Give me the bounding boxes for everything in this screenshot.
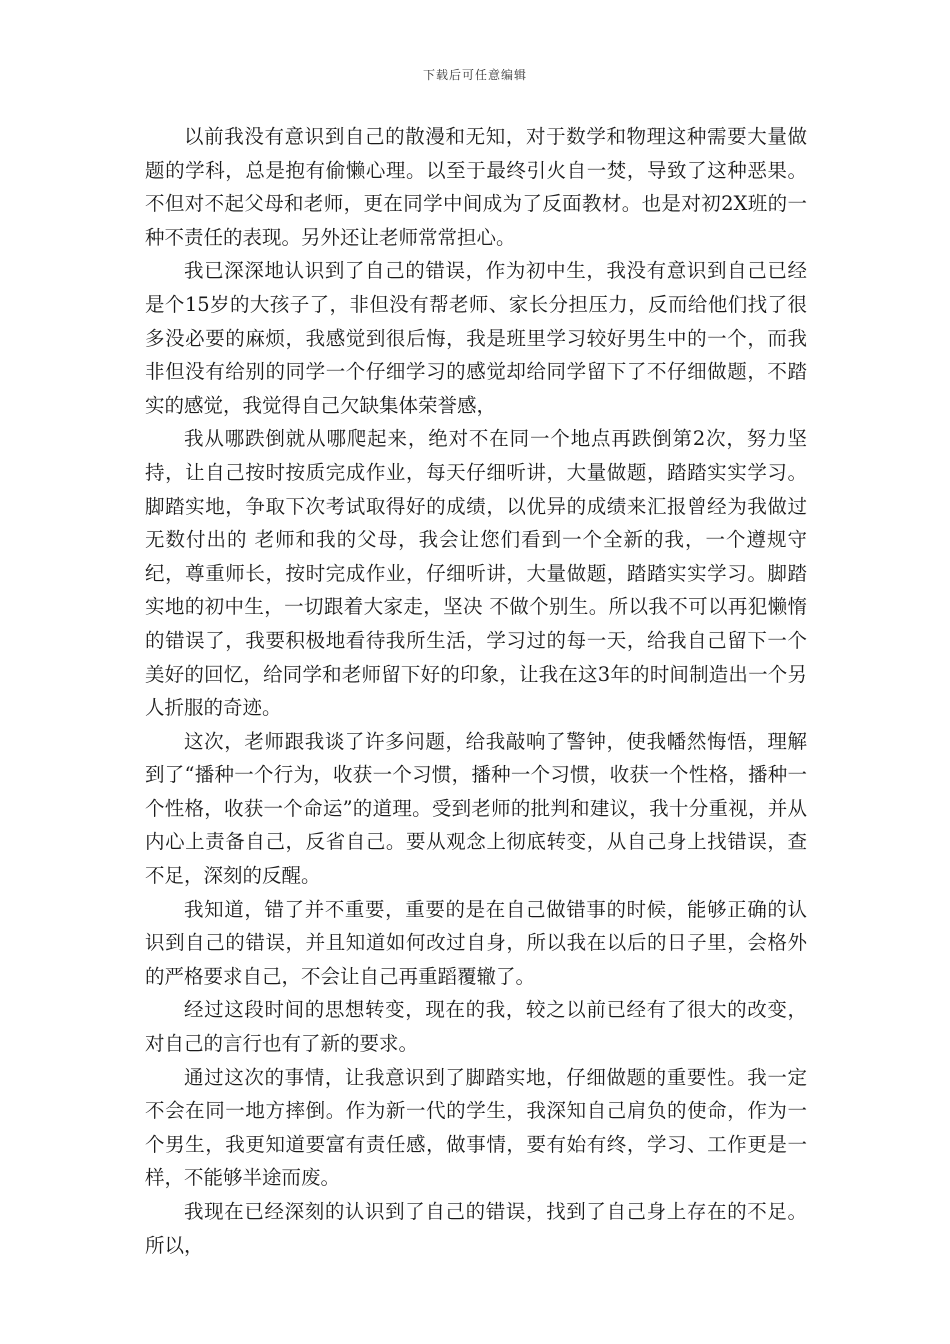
page-header: 下载后可任意编辑 — [422, 68, 527, 82]
document-body — [145, 120, 807, 1262]
paragraph: 经过这段时间的思想转变，现在的我，较之以前已经有了很大的改变，对自己的言行也有了新的要求。 — [145, 998, 807, 1056]
paragraph: 以前我没有意识到自己的散漫和无知，对于数学和物理这种需要大量做题的学科，总是抱有偷懒心理。以至于最终引火自一焚，导致了这种恶果。不但对不起父母和老师，更在同学中间成为了反面教材。也是对初2X班的一种不责任的表现。另外还让老师常常担心。 — [145, 125, 807, 249]
paragraph: 我知道，错了并不重要，重要的是在自己做错事的时候，能够正确的认识到自己的错误，并且知道如何改过自身，所以我在以后的日子里，会格外的严格要求自己，不会让自己再重蹈覆辙了。 — [145, 897, 807, 988]
paragraph: 我从哪跌倒就从哪爬起来，绝对不在同一个地点再跌倒第2次，努力坚持，让自己按时按质完成作业，每天仔细听讲，大量做题，踏踏实实学习。脚踏实地，争取下次考试取得好的成绩，以优异的成绩来汇报曾经为我做过无数付出的 老师和我的父母，我会让您们看到一个全新的我，一个遵规守纪，尊重师长，按时完成作业，仔细听讲，大量做题，踏踏实实学习。脚踏实地的初中生，一切跟着大家走，坚决 不做个别生。所以我不可以再犯懒惰的错误了，我要积极地看待我所生活，学习过的每一天，给我自己留下一个美好的回忆，给同学和老师留下好的印象，让我在这3年的时间制造出一个另人折服的奇迹。 — [145, 427, 807, 720]
paragraph: 通过这次的事情，让我意识到了脚踏实地，仔细做题的重要性。我一定不会在同一地方摔倒。作为新一代的学生，我深知自己肩负的使命，作为一个男生，我更知道要富有责任感，做事情，要有始有终，学习、工作更是一样，不能够半途而废。 — [145, 1065, 807, 1190]
paragraph: 我已深深地认识到了自己的错误，作为初中生，我没有意识到自己已经是个15岁的大孩子了，非但没有帮老师、家长分担压力，反而给他们找了很多没必要的麻烦，我感觉到很后悔，我是班里学习较好男生中的一个，而我非但没有给别的同学一个仔细学习的感觉却给同学留下了不仔细做题，不踏实的感觉，我觉得自己欠缺集体荣誉感， — [145, 259, 807, 417]
paragraph: 我现在已经深刻的认识到了自己的错误，找到了自己身上存在的不足。所以， — [145, 1200, 807, 1257]
paragraph: 这次，老师跟我谈了许多问题，给我敲响了警钟，使我幡然悔悟，理解到了“播种一个行为，收获一个习惯，播种一个习惯，收获一个性格，播种一个性格，收获一个命运”的道理。受到老师的批判和建议，我十分重视，并从内心上责备自己，反省自己。要从观念上彻底转变，从自己身上找错误，查不足，深刻的反醒。 — [145, 729, 807, 888]
